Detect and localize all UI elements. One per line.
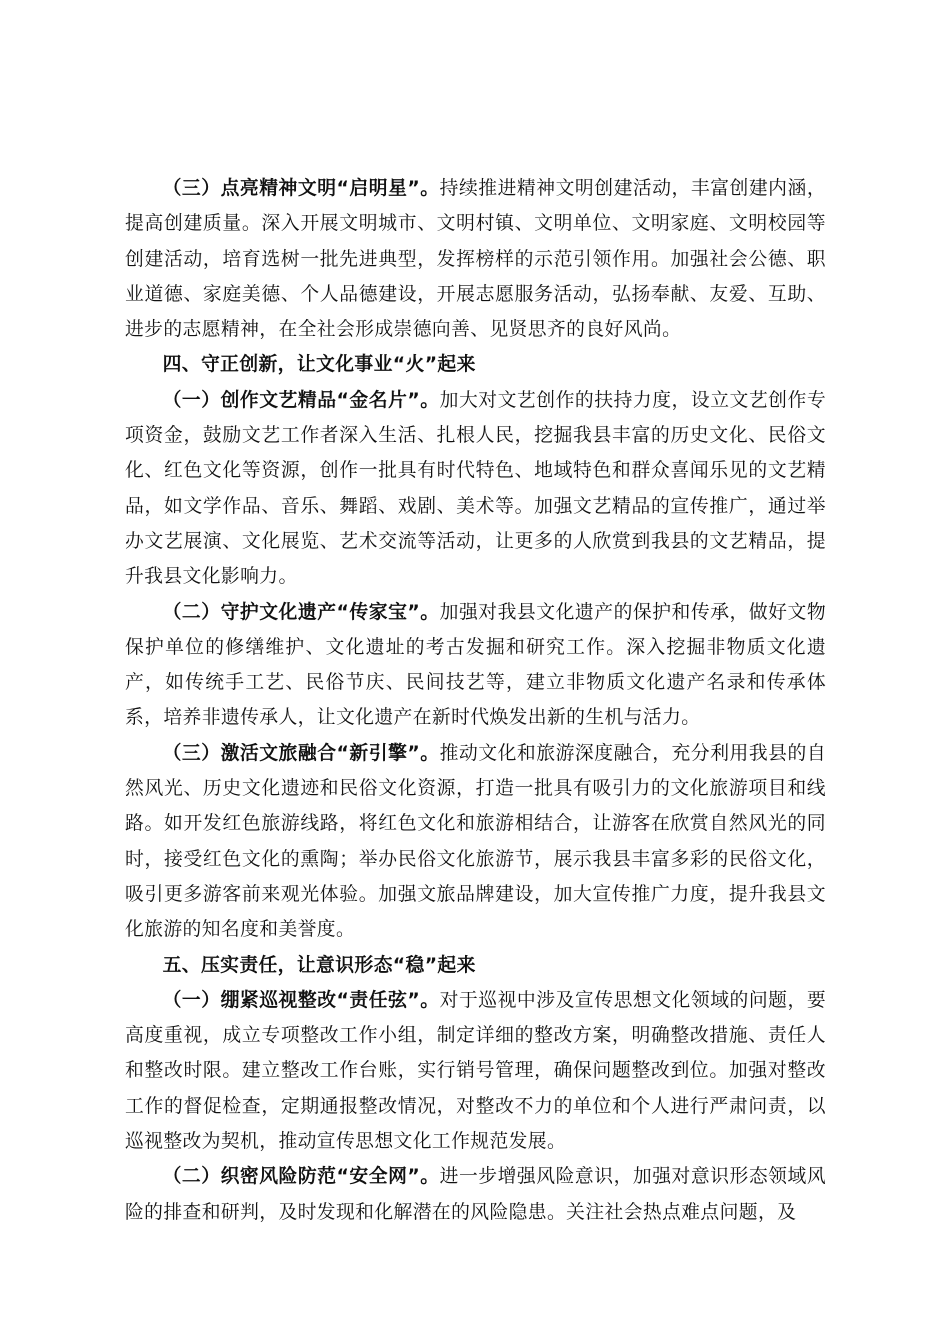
section-heading-five: 五、压实责任，让意识形态“稳”起来 xyxy=(162,954,476,976)
paragraph-lead: （三）激活文旅融合“新引擎”。 xyxy=(162,742,440,764)
paragraph-culture-tourism xyxy=(125,736,826,948)
document-page xyxy=(125,171,826,1230)
paragraph-inspection-rectification xyxy=(125,983,826,1159)
paragraph-text: 持续推进精神文明创建活动，丰富创建内涵，提高创建质量。深入开展文明城市、文明村镇、文明单位、文明家庭、文明校园等创建活动，培育选树一批先进典型，发挥榜样的示范引领作用。加强社会公德、职业道德、家庭美德、个人品德建设，开展志愿服务活动，弘扬奉献、友爱、互助、进步的志愿精神，在全社会形成崇德向善、见贤思齐的良好风尚。 xyxy=(125,178,827,341)
paragraph-risk-prevention xyxy=(125,1159,826,1230)
paragraph-text: 推动文化和旅游深度融合，充分利用我县的自然风光、历史文化遗迹和民俗文化资源，打造一批具有吸引力的文化旅游项目和线路。如开发红色旅游线路，将红色文化和旅游相结合，让游客在欣赏自然风光的同时，接受红色文化的熏陶；举办民俗文化旅游节，展示我县丰富多彩的民俗文化，吸引更多游客前来观光体验。加强文旅品牌建设，加大宣传推广力度，提升我县文化旅游的知名度和美誉度。 xyxy=(125,742,827,941)
paragraph-text: 加大对文艺创作的扶持力度，设立文艺创作专项资金，鼓励文艺工作者深入生活、扎根人民，挖掘我县丰富的历史文化、民俗文化、红色文化等资源，创作一批具有时代特色、地域特色和群众喜闻乐见的文艺精品，如文学作品、音乐、舞蹈、戏剧、美术等。加强文艺精品的宣传推广，通过举办文艺展演、文化展览、艺术交流等活动，让更多的人欣赏到我县的文艺精品，提升我县文化影响力。 xyxy=(125,389,827,588)
paragraph-text: 进一步增强风险意识，加强对意识形态领域风险的排查和研判，及时发现和化解潜在的风险隐患。关注社会热点难点问题，及 xyxy=(125,1166,827,1223)
paragraph-cultural-heritage xyxy=(125,595,826,736)
paragraph-lead: （三）点亮精神文明“启明星”。 xyxy=(162,178,440,199)
paragraph-lead: （一）绷紧巡视整改“责任弦”。 xyxy=(162,989,440,1011)
paragraph-lead: （二）织密风险防范“安全网”。 xyxy=(162,1166,440,1188)
paragraph-spiritual-civilization xyxy=(125,171,826,347)
paragraph-art-works xyxy=(125,383,826,595)
paragraph-lead: （二）守护文化遗产“传家宝”。 xyxy=(162,601,440,623)
section-heading-four: 四、守正创新，让文化事业“火”起来 xyxy=(162,354,476,376)
paragraph-text: 加强对我县文化遗产的保护和传承，做好文物保护单位的修缮维护、文化遗址的考古发掘和研究工作。深入挖掘非物质文化遗产，如传统手工艺、民俗节庆、民间技艺等，建立非物质文化遗产名录和传承体系，培养非遗传承人，让文化遗产在新时代焕发出新的生机与活力。 xyxy=(125,601,827,729)
paragraph-text: 对于巡视中涉及宣传思想文化领域的问题，要高度重视，成立专项整改工作小组，制定详细的整改方案，明确整改措施、责任人和整改时限。建立整改工作台账，实行销号管理，确保问题整改到位。加强对整改工作的督促检查，定期通报整改情况，对整改不力的单位和个人进行严肃问责，以巡视整改为契机，推动宣传思想文化工作规范发展。 xyxy=(125,989,827,1153)
paragraph-lead: （一）创作文艺精品“金名片”。 xyxy=(162,389,440,411)
